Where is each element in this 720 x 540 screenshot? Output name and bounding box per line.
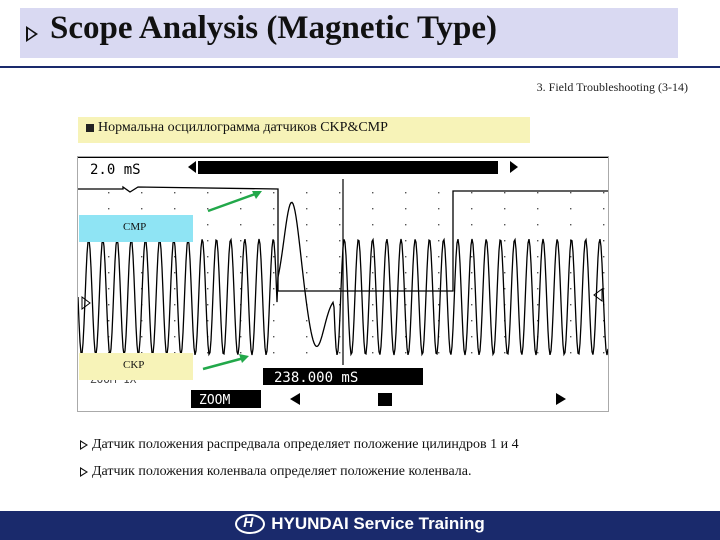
- cursor-time-readout: 238.000 mS: [274, 370, 359, 386]
- bullet-item-1: [80, 437, 519, 453]
- pan-left-icon[interactable]: [290, 393, 300, 405]
- scroll-left-icon[interactable]: [188, 161, 196, 173]
- timebase-readout: 2.0 mS: [90, 162, 141, 178]
- scroll-bar[interactable]: [198, 161, 498, 174]
- footer-bar: [0, 511, 720, 540]
- hyundai-logo-icon: [235, 514, 265, 534]
- scroll-right-icon[interactable]: [510, 161, 518, 173]
- caption-square-icon: [86, 124, 94, 132]
- zoom-button-label: ZOOM: [199, 393, 231, 408]
- footer-brand: [0, 514, 720, 535]
- bullet-text-1: Датчик положения распредвала определяет положение цилиндров 1 и 4: [92, 437, 519, 452]
- title-divider: [0, 66, 720, 68]
- right-trigger-marker-icon: [594, 289, 602, 301]
- bullet-item-2: [80, 464, 472, 480]
- bullet-arrow-icon: [80, 467, 88, 477]
- ckp-arrowhead-icon: [239, 354, 249, 363]
- page-title: Scope Analysis (Magnetic Type): [50, 10, 498, 46]
- scope-top-border: [78, 157, 608, 158]
- bullet-arrow-icon: [80, 440, 88, 450]
- ckp-pointer-arrow: [203, 358, 244, 369]
- cmp-pointer-arrow: [208, 193, 258, 211]
- ckp-label-box: [79, 353, 193, 380]
- title-arrow-icon: [26, 26, 38, 42]
- pan-right-icon[interactable]: [556, 393, 566, 405]
- stop-icon[interactable]: [378, 393, 392, 406]
- caption-text: Нормальна осциллограмма датчиков CKP&CMP: [98, 120, 388, 135]
- ckp-label: CKP: [123, 359, 145, 371]
- bullet-text-2: Датчик положения коленвала определяет положение коленвала.: [92, 464, 472, 479]
- footer-text: HYUNDAI Service Training: [271, 514, 485, 533]
- cmp-label: CMP: [123, 221, 147, 233]
- left-trigger-marker-icon: [82, 297, 90, 309]
- cmp-label-box: [79, 215, 193, 242]
- section-subtitle: 3. Field Troubleshooting (3-14): [536, 80, 688, 94]
